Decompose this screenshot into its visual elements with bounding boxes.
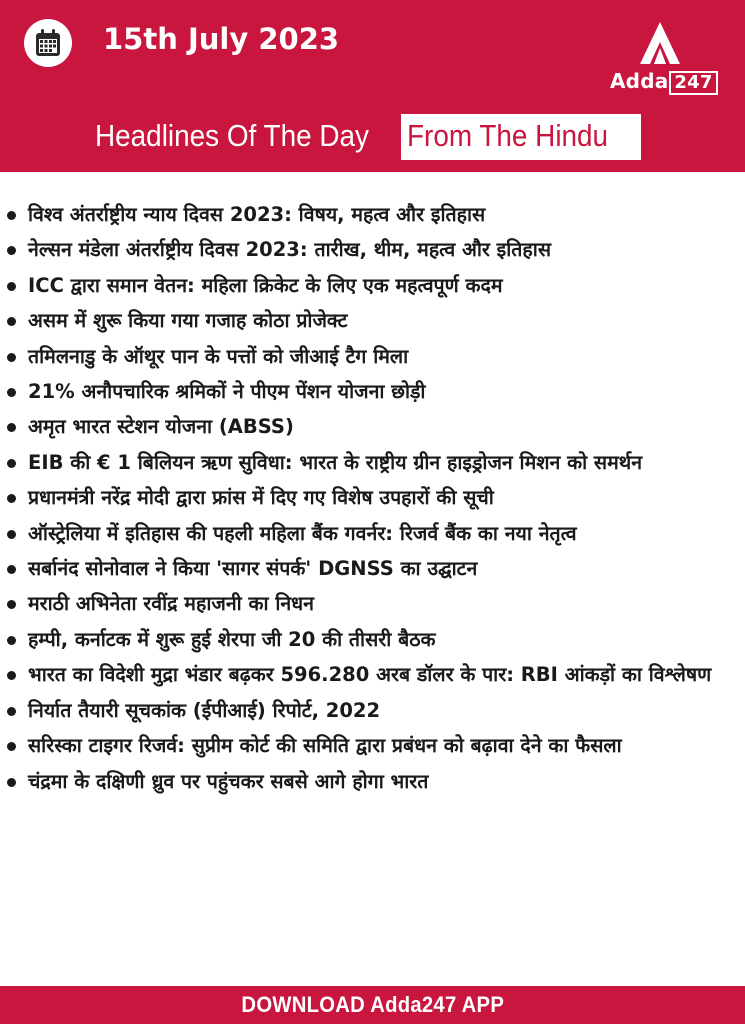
adda247-logo[interactable] — [606, 22, 726, 94]
headline-title: Headlines Of The Day — [95, 118, 369, 153]
list-item: असम में शुरू किया गया गजाह कोठा प्रोजेक्ट — [0, 303, 745, 338]
list-item: प्रधानमंत्री नरेंद्र मोदी द्वारा फ्रांस में दिए गए विशेष उपहारों की सूची — [0, 480, 745, 515]
list-item: ऑस्ट्रेलिया में इतिहास की पहली महिला बैंक गवर्नर: रिजर्व बैंक का नया नेतृत्व — [0, 516, 745, 551]
list-item: भारत का विदेशी मुद्रा भंडार बढ़कर 596.280 अरब डॉलर के पार: RBI आंकड़ों का विश्लेषण — [0, 657, 745, 692]
header-banner — [0, 0, 745, 172]
list-item: ICC द्वारा समान वेतन: महिला क्रिकेट के लिए एक महत्वपूर्ण कदम — [0, 268, 745, 303]
list-item: हम्पी, कर्नाटक में शुरू हुई शेरपा जी 20 की तीसरी बैठक — [0, 622, 745, 657]
calendar-icon — [35, 29, 61, 57]
download-app-banner[interactable] — [0, 986, 745, 1024]
list-item: अमृत भारत स्टेशन योजना (ABSS) — [0, 409, 745, 444]
list-item: विश्व अंतर्राष्ट्रीय न्याय दिवस 2023: विषय, महत्व और इतिहास — [0, 197, 745, 232]
source-label: From The Hindu — [407, 118, 609, 153]
list-item: तमिलनाडु के ऑथूर पान के पत्तों को जीआई टैग मिला — [0, 339, 745, 374]
list-item: निर्यात तैयारी सूचकांक (ईपीआई) रिपोर्ट, 2022 — [0, 693, 745, 728]
download-app-label[interactable]: DOWNLOAD Adda247 APP — [241, 992, 504, 1017]
calendar-badge — [24, 19, 72, 67]
list-item: EIB की € 1 बिलियन ऋण सुविधा: भारत के राष्ट्रीय ग्रीन हाइड्रोजन मिशन को समर्थन — [0, 445, 745, 480]
list-item: नेल्सन मंडेला अंतर्राष्ट्रीय दिवस 2023: तारीख, थीम, महत्व और इतिहास — [0, 232, 745, 267]
source-badge — [401, 114, 641, 160]
headline-list — [0, 197, 745, 799]
list-item: चंद्रमा के दक्षिणी ध्रुव पर पहुंचकर सबसे आगे होगा भारत — [0, 764, 745, 799]
list-item: सर्बानंद सोनोवाल ने किया 'सागर संपर्क' DGNSS का उद्घाटन — [0, 551, 745, 586]
list-item: 21% अनौपचारिक श्रमिकों ने पीएम पेंशन योजना छोड़ी — [0, 374, 745, 409]
logo-wordmark — [610, 69, 718, 95]
logo-number: 247 — [669, 71, 717, 95]
adda-a-icon — [640, 22, 680, 66]
logo-prefix: Adda — [610, 69, 669, 93]
list-item: सरिस्का टाइगर रिजर्व: सुप्रीम कोर्ट की समिति द्वारा प्रबंधन को बढ़ावा देने का फैसला — [0, 728, 745, 763]
list-item: मराठी अभिनेता रवींद्र महाजनी का निधन — [0, 586, 745, 621]
date-title: 15th July 2023 — [103, 22, 340, 56]
